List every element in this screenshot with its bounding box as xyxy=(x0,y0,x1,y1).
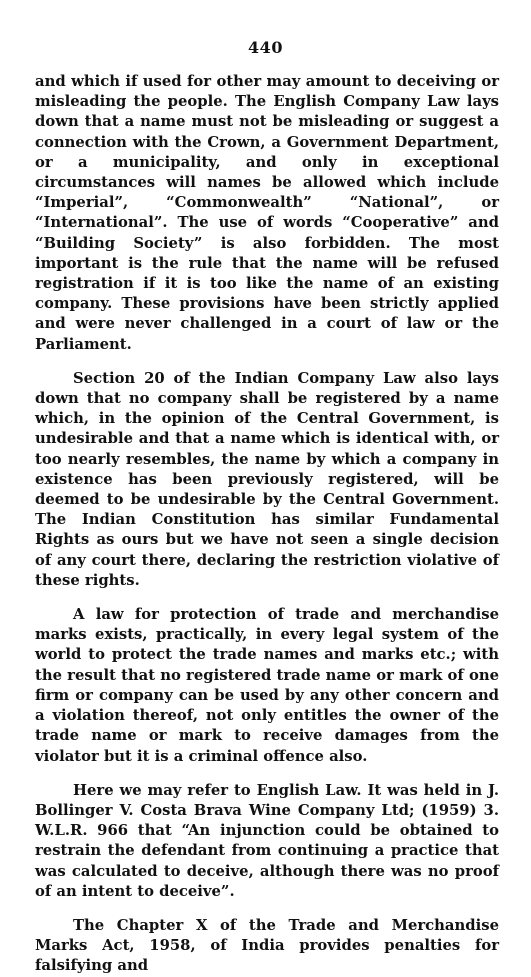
paragraph-3: A law for protection of trade and merchandise marks exists, practically, in every legal system of the world to protect the trade names and marks etc.; with the result that no registered trade name or mark of one firm or company can be used by any other concern and a violation thereof, not only entitles the owner of the trade name or mark to receive damages from the violator but it is a criminal offence also. xyxy=(35,606,499,765)
paragraph-4: Here we may refer to English Law. It was held in J. Bollinger V. Costa Brava Wine Company Ltd; (1959) 3. W.L.R. 966 that “An injunction could be obtained to restrain the defendant from continuing a practice that was calculated to deceive, although there was no proof of an intent to deceive”. xyxy=(35,781,499,900)
page-number: 440 xyxy=(248,38,283,57)
paragraph-2: Section 20 of the Indian Company Law also lays down that no company shall be registered by a name which, in the opinion of the Central Government, is undesirable and that a name which is identical with, or too nearly resembles, the name by which a company in existence has been previously registered, will be deemed to be undesirable by the Central Government. The Indian Constitution has similar Fundamental Rights as ours but we have not seen a single decision of any court there, declaring the restriction violative of these rights. xyxy=(35,369,499,589)
paragraph-5: The Chapter X of the Trade and Merchandise Marks Act, 1958, of India provides penalties for falsifying and xyxy=(35,916,499,975)
paragraph-1: and which if used for other may amount to deceiving or misleading the people. The English Company Law lays down that a name must not be misleading or suggest a connection with the Crown, a Government Department, or a municipality, and only in exceptional circumstances will names be allowed which include “Imperial”, “Commonwealth” “National”, or “International”. The use of words “Cooperative” and “Building Society” is also forbidden. The most important is the rule that the name will be refused registration if it is too like the name of an existing company. These provisions have been strictly applied and were never challenged in a court of law or the Parliament. xyxy=(35,73,499,353)
body-text xyxy=(35,72,499,977)
